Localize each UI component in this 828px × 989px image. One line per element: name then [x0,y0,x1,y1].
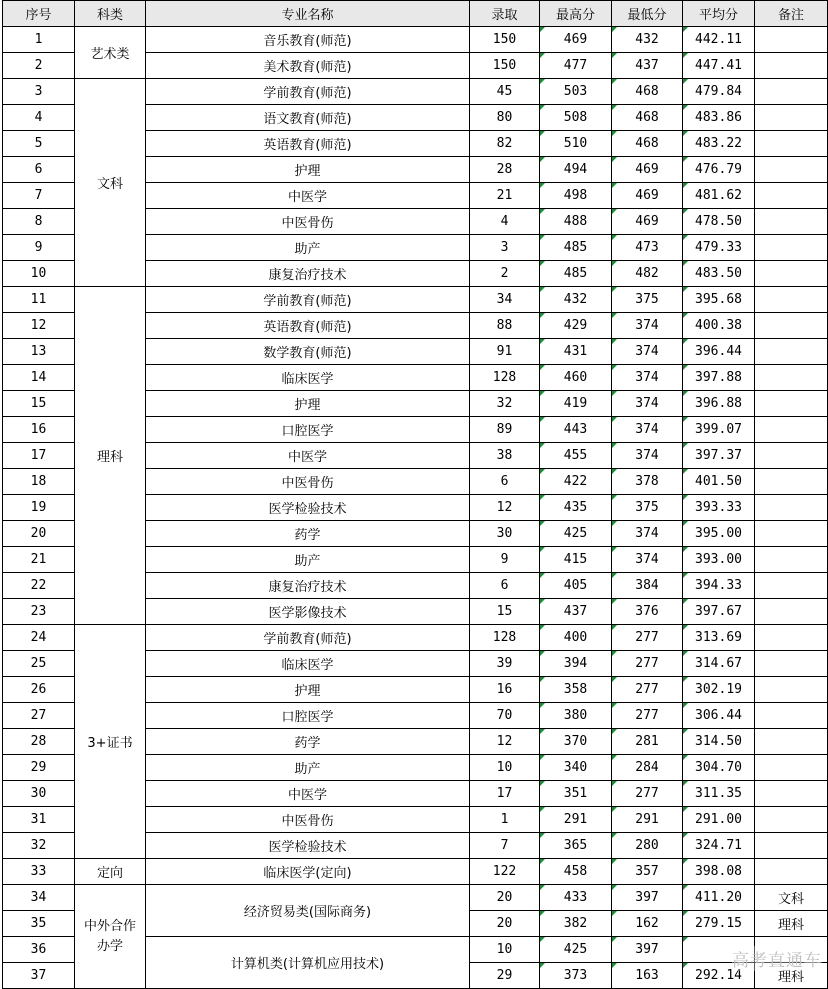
admitted-count: 10 [470,937,540,963]
admitted-count: 12 [470,729,540,755]
row-number: 11 [3,287,75,313]
avg-score: 479.84 [683,79,755,105]
avg-score: 279.15 [683,911,755,937]
note-cell [755,27,828,53]
min-score: 437 [612,53,683,79]
row-number: 24 [3,625,75,651]
table-row [3,79,828,105]
max-score: 419 [540,391,612,417]
avg-score: 324.71 [683,833,755,859]
avg-score: 292.14 [683,963,755,989]
row-number: 12 [3,313,75,339]
major-name: 学前教育(师范) [146,625,470,651]
admitted-count: 21 [470,183,540,209]
admitted-count: 6 [470,573,540,599]
min-score: 473 [612,235,683,261]
row-number: 17 [3,443,75,469]
max-score: 291 [540,807,612,833]
row-number: 35 [3,911,75,937]
major-name: 音乐教育(师范) [146,27,470,53]
min-score: 291 [612,807,683,833]
min-score: 468 [612,79,683,105]
admitted-count: 32 [470,391,540,417]
major-name: 中医骨伤 [146,807,470,833]
avg-score: 393.00 [683,547,755,573]
avg-score: 400.38 [683,313,755,339]
admitted-count: 128 [470,625,540,651]
min-score: 468 [612,105,683,131]
max-score: 405 [540,573,612,599]
category-cell: 理科 [75,287,146,625]
row-number: 3 [3,79,75,105]
max-score: 508 [540,105,612,131]
max-score: 358 [540,677,612,703]
admitted-count: 150 [470,27,540,53]
max-score: 380 [540,703,612,729]
admitted-count: 70 [470,703,540,729]
note-cell [755,573,828,599]
major-name: 医学检验技术 [146,495,470,521]
col-header-admitted: 录取 [470,1,540,27]
min-score: 277 [612,781,683,807]
note-cell [755,157,828,183]
major-name: 护理 [146,391,470,417]
table-row [3,859,828,885]
note-cell [755,833,828,859]
major-name: 助产 [146,235,470,261]
avg-score: 306.44 [683,703,755,729]
row-number: 18 [3,469,75,495]
admitted-count: 15 [470,599,540,625]
major-name: 护理 [146,677,470,703]
avg-score: 483.22 [683,131,755,157]
note-cell [755,53,828,79]
max-score: 422 [540,469,612,495]
min-score: 374 [612,443,683,469]
max-score: 370 [540,729,612,755]
admitted-count: 2 [470,261,540,287]
min-score: 277 [612,625,683,651]
avg-score: 401.50 [683,469,755,495]
major-name: 临床医学(定向) [146,859,470,885]
table-row [3,27,828,53]
row-number: 28 [3,729,75,755]
row-number: 13 [3,339,75,365]
avg-score: 396.44 [683,339,755,365]
row-number: 25 [3,651,75,677]
note-cell [755,599,828,625]
max-score: 415 [540,547,612,573]
note-cell [755,729,828,755]
min-score: 375 [612,495,683,521]
max-score: 485 [540,261,612,287]
major-name: 学前教育(师范) [146,79,470,105]
note-cell [755,391,828,417]
max-score: 477 [540,53,612,79]
note-cell [755,261,828,287]
avg-score: 291.00 [683,807,755,833]
min-score: 374 [612,417,683,443]
admitted-count: 34 [470,287,540,313]
category-cell: 3+证书 [75,625,146,859]
note-cell [755,651,828,677]
table-row [3,885,828,911]
avg-score: 479.33 [683,235,755,261]
max-score: 351 [540,781,612,807]
major-name: 英语教育(师范) [146,313,470,339]
avg-score: 483.50 [683,261,755,287]
min-score: 374 [612,521,683,547]
min-score: 397 [612,885,683,911]
major-name: 护理 [146,157,470,183]
col-header-category: 科类 [75,1,146,27]
avg-score: 397.88 [683,365,755,391]
note-cell [755,807,828,833]
min-score: 376 [612,599,683,625]
admitted-count: 7 [470,833,540,859]
row-number: 5 [3,131,75,157]
avg-score: 396.88 [683,391,755,417]
max-score: 488 [540,209,612,235]
admitted-count: 12 [470,495,540,521]
major-name: 临床医学 [146,365,470,391]
note-cell [755,287,828,313]
note-cell [755,313,828,339]
max-score: 373 [540,963,612,989]
admitted-count: 9 [470,547,540,573]
note-cell [755,79,828,105]
note-cell: 理科 [755,963,828,989]
avg-score: 314.50 [683,729,755,755]
admitted-count: 30 [470,521,540,547]
max-score: 425 [540,937,612,963]
major-name: 中医学 [146,781,470,807]
category-cell: 艺术类 [75,27,146,79]
note-cell [755,781,828,807]
table-row [3,625,828,651]
max-score: 365 [540,833,612,859]
max-score: 382 [540,911,612,937]
min-score: 374 [612,365,683,391]
major-name: 中医学 [146,183,470,209]
min-score: 432 [612,27,683,53]
min-score: 374 [612,313,683,339]
row-number: 14 [3,365,75,391]
major-name: 药学 [146,521,470,547]
admitted-count: 80 [470,105,540,131]
note-cell [755,859,828,885]
major-name: 康复治疗技术 [146,261,470,287]
note-cell [755,755,828,781]
min-score: 162 [612,911,683,937]
avg-score: 399.07 [683,417,755,443]
min-score: 469 [612,183,683,209]
row-number: 27 [3,703,75,729]
avg-score: 395.00 [683,521,755,547]
avg-score: 314.67 [683,651,755,677]
min-score: 378 [612,469,683,495]
min-score: 280 [612,833,683,859]
major-name: 口腔医学 [146,417,470,443]
major-name: 康复治疗技术 [146,573,470,599]
col-header-note: 备注 [755,1,828,27]
row-number: 26 [3,677,75,703]
min-score: 277 [612,677,683,703]
admitted-count: 39 [470,651,540,677]
admitted-count: 16 [470,677,540,703]
admitted-count: 89 [470,417,540,443]
max-score: 455 [540,443,612,469]
min-score: 163 [612,963,683,989]
max-score: 429 [540,313,612,339]
row-number: 20 [3,521,75,547]
admitted-count: 91 [470,339,540,365]
admitted-count: 45 [470,79,540,105]
avg-score: 313.69 [683,625,755,651]
row-number: 7 [3,183,75,209]
admitted-count: 20 [470,885,540,911]
avg-score: 483.86 [683,105,755,131]
major-name: 助产 [146,547,470,573]
note-cell [755,235,828,261]
note-cell [755,625,828,651]
avg-score: 394.33 [683,573,755,599]
row-number: 33 [3,859,75,885]
category-cell: 定向 [75,859,146,885]
admitted-count: 150 [470,53,540,79]
col-header-avg: 平均分 [683,1,755,27]
min-score: 469 [612,157,683,183]
admitted-count: 3 [470,235,540,261]
admitted-count: 6 [470,469,540,495]
min-score: 374 [612,391,683,417]
admitted-count: 4 [470,209,540,235]
max-score: 340 [540,755,612,781]
avg-score: 397.37 [683,443,755,469]
row-number: 32 [3,833,75,859]
avg-score: 478.50 [683,209,755,235]
max-score: 494 [540,157,612,183]
min-score: 397 [612,937,683,963]
major-name: 中医骨伤 [146,209,470,235]
col-header-no: 序号 [3,1,75,27]
note-cell [755,495,828,521]
note-cell [755,131,828,157]
max-score: 503 [540,79,612,105]
admitted-count: 122 [470,859,540,885]
min-score: 281 [612,729,683,755]
row-number: 36 [3,937,75,963]
admitted-count: 38 [470,443,540,469]
max-score: 469 [540,27,612,53]
row-number: 15 [3,391,75,417]
row-number: 9 [3,235,75,261]
admitted-count: 10 [470,755,540,781]
row-number: 19 [3,495,75,521]
row-number: 8 [3,209,75,235]
col-header-max: 最高分 [540,1,612,27]
max-score: 435 [540,495,612,521]
min-score: 374 [612,339,683,365]
admitted-count: 17 [470,781,540,807]
avg-score: 304.70 [683,755,755,781]
min-score: 277 [612,651,683,677]
avg-score: 397.67 [683,599,755,625]
major-name: 学前教育(师范) [146,287,470,313]
watermark-logo: 高考直通车 [732,946,822,971]
major-name: 美术教育(师范) [146,53,470,79]
row-number: 2 [3,53,75,79]
major-name: 计算机类(计算机应用技术) [146,937,470,989]
row-number: 34 [3,885,75,911]
max-score: 460 [540,365,612,391]
max-score: 431 [540,339,612,365]
admitted-count: 1 [470,807,540,833]
avg-score: 411.20 [683,885,755,911]
row-number: 10 [3,261,75,287]
avg-score: 442.11 [683,27,755,53]
major-name: 英语教育(师范) [146,131,470,157]
col-header-major: 专业名称 [146,1,470,27]
row-number: 37 [3,963,75,989]
major-name: 医学影像技术 [146,599,470,625]
note-cell [755,183,828,209]
min-score: 277 [612,703,683,729]
admitted-count: 82 [470,131,540,157]
major-name: 临床医学 [146,651,470,677]
row-number: 31 [3,807,75,833]
header-row [3,1,828,27]
admitted-count: 88 [470,313,540,339]
major-name: 药学 [146,729,470,755]
max-score: 498 [540,183,612,209]
admitted-count: 20 [470,911,540,937]
admitted-count: 128 [470,365,540,391]
max-score: 458 [540,859,612,885]
avg-score: 447.41 [683,53,755,79]
major-name: 医学检验技术 [146,833,470,859]
major-name: 口腔医学 [146,703,470,729]
row-number: 16 [3,417,75,443]
max-score: 433 [540,885,612,911]
row-number: 23 [3,599,75,625]
avg-score: 398.08 [683,859,755,885]
category-cell: 中外合作办学 [75,885,146,989]
note-cell: 文科 [755,885,828,911]
min-score: 284 [612,755,683,781]
note-cell [755,443,828,469]
row-number: 30 [3,781,75,807]
row-number: 22 [3,573,75,599]
min-score: 374 [612,547,683,573]
major-name: 中医骨伤 [146,469,470,495]
major-name: 经济贸易类(国际商务) [146,885,470,937]
row-number: 21 [3,547,75,573]
note-cell [755,339,828,365]
avg-score: 481.62 [683,183,755,209]
avg-score: 302.19 [683,677,755,703]
max-score: 485 [540,235,612,261]
note-cell [755,209,828,235]
note-cell [755,703,828,729]
note-cell [755,105,828,131]
max-score: 432 [540,287,612,313]
note-cell [755,469,828,495]
major-name: 助产 [146,755,470,781]
note-cell: 理科 [755,911,828,937]
admitted-count: 29 [470,963,540,989]
note-cell [755,365,828,391]
avg-score: 311.35 [683,781,755,807]
min-score: 482 [612,261,683,287]
avg-score: 476.79 [683,157,755,183]
min-score: 357 [612,859,683,885]
max-score: 443 [540,417,612,443]
row-number: 4 [3,105,75,131]
row-number: 29 [3,755,75,781]
min-score: 375 [612,287,683,313]
max-score: 394 [540,651,612,677]
category-cell: 文科 [75,79,146,287]
admission-score-table [2,0,828,989]
max-score: 425 [540,521,612,547]
row-number: 6 [3,157,75,183]
major-name: 中医学 [146,443,470,469]
table-body [3,27,828,989]
max-score: 510 [540,131,612,157]
admitted-count: 28 [470,157,540,183]
min-score: 469 [612,209,683,235]
major-name: 语文教育(师范) [146,105,470,131]
major-name: 数学教育(师范) [146,339,470,365]
avg-score: 395.68 [683,287,755,313]
min-score: 468 [612,131,683,157]
note-cell [755,521,828,547]
col-header-min: 最低分 [612,1,683,27]
min-score: 384 [612,573,683,599]
avg-score: 393.33 [683,495,755,521]
table-row [3,287,828,313]
max-score: 437 [540,599,612,625]
max-score: 400 [540,625,612,651]
note-cell [755,547,828,573]
note-cell [755,677,828,703]
row-number: 1 [3,27,75,53]
note-cell [755,417,828,443]
